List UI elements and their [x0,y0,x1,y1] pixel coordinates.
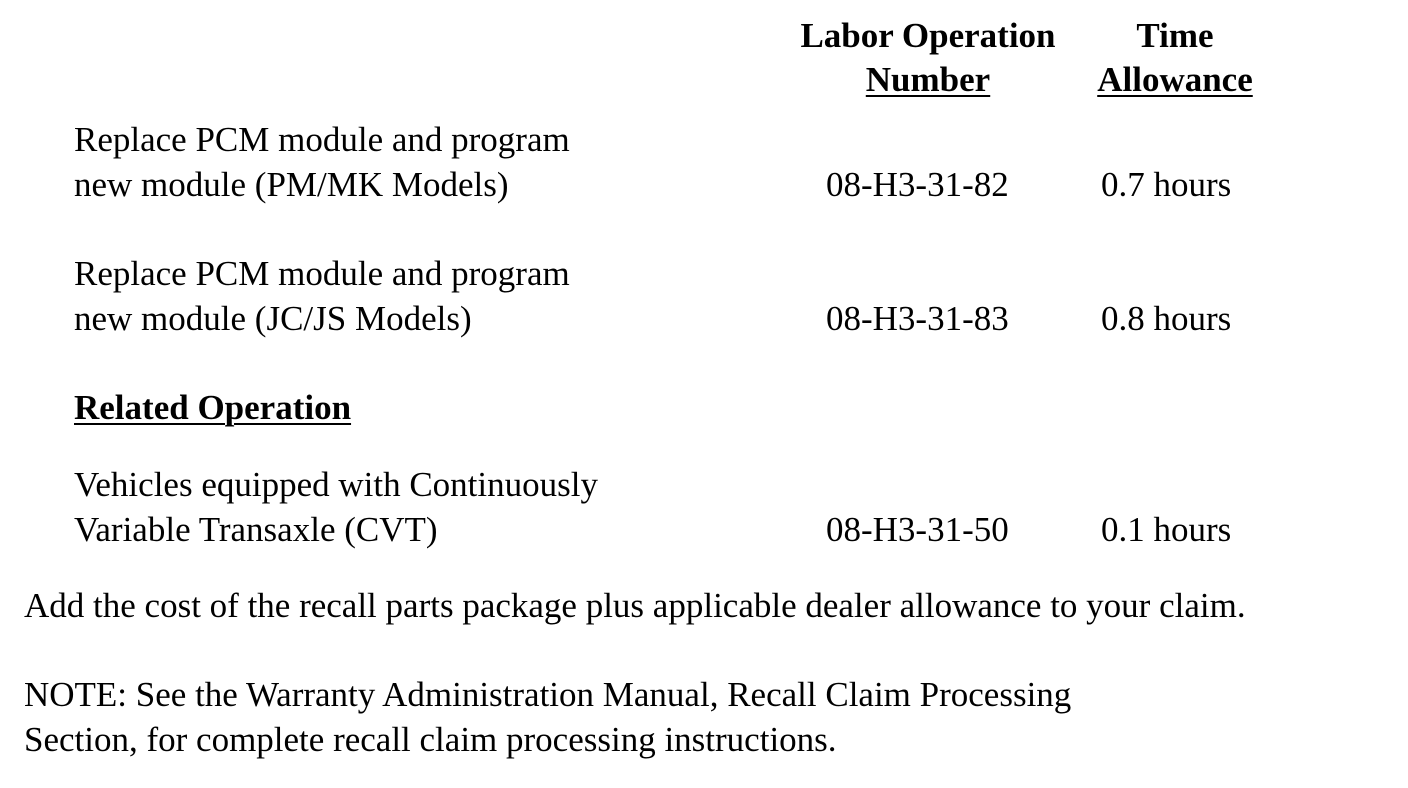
related-operation-heading [74,386,351,430]
time-allowance-header-line2: Allowance [1097,60,1253,99]
operation-2-number: 08-H3-31-83 [826,299,1009,338]
related-operation-time: 0.1 hours [1101,510,1232,549]
labor-operation-header-line1: Labor Operation [800,16,1056,55]
cost-instruction-paragraph: Add the cost of the recall parts package plus applicable dealer allowance to your claim. [24,586,1246,625]
operation-1-number: 08-H3-31-82 [826,165,1009,204]
note-line2: Section, for complete recall claim processing instructions. [24,720,837,759]
note-line1: NOTE: See the Warranty Administration Manual, Recall Claim Processing [24,675,1072,714]
related-operation-description-line1: Vehicles equipped with Continuously [74,465,598,504]
operation-2-time: 0.8 hours [1101,299,1232,338]
related-operation-number: 08-H3-31-50 [826,510,1009,549]
labor-operation-header [770,14,1086,102]
operation-2-description-line2: new module (JC/JS Models) [74,299,472,338]
time-allowance-header-line1: Time [1136,16,1214,55]
operation-1-time: 0.7 hours [1101,165,1232,204]
labor-operation-header-line2: Number [865,60,991,99]
related-operation-heading-text: Related Operation [74,388,352,427]
related-operation-description-line2: Variable Transaxle (CVT) [74,510,438,549]
operation-1-description-line2: new module (PM/MK Models) [74,165,509,204]
time-allowance-header [1070,14,1280,102]
operation-1-description-line1: Replace PCM module and program [74,120,570,159]
operation-2-description-line1: Replace PCM module and program [74,254,570,293]
